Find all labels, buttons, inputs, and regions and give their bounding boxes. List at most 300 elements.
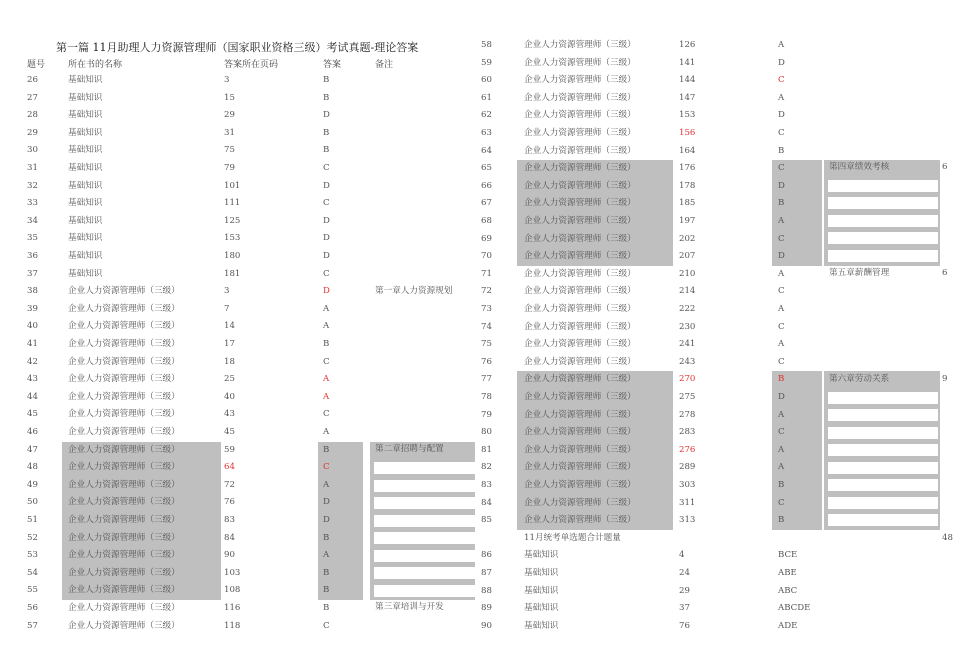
- header-book: 所在书的名称: [68, 60, 123, 70]
- question-number: 55: [27, 585, 38, 596]
- table-row: [0, 125, 950, 143]
- question-number: 70: [481, 251, 492, 262]
- page-number: 153: [224, 233, 241, 244]
- answer: C: [778, 286, 785, 297]
- answer: A: [778, 409, 785, 420]
- table-row: [0, 495, 950, 513]
- answer: C: [323, 356, 330, 367]
- answer: C: [323, 198, 330, 209]
- answer: B: [778, 480, 785, 490]
- chapter-count: 6: [942, 162, 948, 172]
- page-number: 207: [679, 251, 696, 262]
- table-row: [0, 301, 950, 319]
- table-row: [0, 442, 950, 460]
- page-number: 181: [224, 268, 241, 279]
- table-row: [0, 459, 950, 477]
- answer: D: [323, 251, 330, 261]
- book-name: 企业人力资源管理师（三级）: [524, 462, 636, 473]
- answer: B: [323, 532, 330, 543]
- page-number: 103: [224, 567, 241, 578]
- page-number: 144: [679, 75, 696, 86]
- book-name: 企业人力资源管理师（三级）: [524, 392, 636, 402]
- header-answer: 答案: [323, 60, 342, 70]
- question-number: 88: [481, 585, 492, 596]
- page-number: 178: [679, 180, 696, 191]
- answer: C: [778, 128, 785, 138]
- page-number: 17: [224, 339, 235, 349]
- page-number: 101: [224, 180, 241, 191]
- book-name: 基础知识: [68, 145, 103, 156]
- book-name: 企业人力资源管理师（三级）: [524, 75, 636, 86]
- page-number: 214: [679, 286, 696, 297]
- book-name: 基础知识: [68, 233, 103, 244]
- page-number: 90: [224, 550, 235, 561]
- answer: B: [323, 444, 330, 455]
- answer: A: [323, 374, 330, 385]
- table-row: [0, 424, 950, 442]
- question-number: 56: [27, 603, 38, 613]
- answer: BCE: [778, 550, 798, 561]
- page-number: 3: [224, 286, 230, 297]
- answer: D: [323, 515, 330, 525]
- page-number: 313: [679, 515, 696, 526]
- table-row: [0, 107, 950, 125]
- book-name: 企业人力资源管理师（三级）: [68, 303, 180, 314]
- question-number: 37: [27, 268, 38, 279]
- book-name: 企业人力资源管理师（三级）: [524, 409, 636, 420]
- book-name: 基础知识: [524, 620, 559, 631]
- question-number: 74: [481, 321, 492, 332]
- question-number: 45: [27, 409, 38, 420]
- page-number: 59: [224, 444, 235, 455]
- page-number: 311: [679, 497, 696, 508]
- total-count: 48: [942, 532, 953, 543]
- page-number: 76: [679, 620, 690, 631]
- book-name: 企业人力资源管理师（三级）: [524, 57, 636, 68]
- page-number: 283: [679, 427, 696, 438]
- answer: D: [778, 251, 785, 262]
- answer: B: [323, 567, 330, 578]
- answer: C: [778, 163, 785, 174]
- question-number: 53: [27, 550, 38, 561]
- answer: A: [778, 268, 785, 279]
- page-number: 276: [679, 444, 696, 455]
- chapter-note: 第六章劳动关系: [829, 374, 890, 384]
- page-number: 40: [224, 391, 235, 402]
- book-name: 基础知识: [68, 92, 103, 103]
- answer: D: [778, 180, 785, 191]
- book-name: 基础知识: [68, 75, 103, 85]
- question-number: 86: [481, 550, 492, 561]
- question-number: 67: [481, 198, 492, 209]
- page-number: 25: [224, 374, 235, 385]
- answer: B: [323, 145, 330, 156]
- page-number: 79: [224, 163, 235, 173]
- answer: A: [778, 304, 785, 314]
- answer: C: [323, 620, 330, 631]
- table-row: [0, 336, 950, 354]
- book-name: 企业人力资源管理师（三级）: [524, 444, 636, 455]
- answer: C: [323, 462, 330, 473]
- answer: ABE: [778, 568, 797, 578]
- question-number: 61: [481, 92, 492, 103]
- question-number: 68: [481, 216, 492, 226]
- question-number: 79: [481, 409, 492, 420]
- book-name: 企业人力资源管理师（三级）: [524, 321, 636, 332]
- answer: B: [323, 339, 330, 349]
- question-number: 52: [27, 532, 38, 543]
- book-name: 企业人力资源管理师（三级）: [68, 391, 180, 402]
- page-number: 7: [224, 303, 230, 314]
- question-number: 81: [481, 444, 492, 455]
- book-name: 企业人力资源管理师（三级）: [68, 321, 180, 332]
- answer: C: [778, 356, 785, 367]
- answer: D: [778, 110, 785, 121]
- question-number: 90: [481, 620, 492, 631]
- answer: ADE: [778, 620, 798, 631]
- answer: C: [323, 409, 330, 420]
- book-name: 企业人力资源管理师（三级）: [524, 515, 636, 526]
- page-number: 210: [679, 268, 696, 279]
- answer: B: [778, 145, 785, 156]
- table-row: [0, 354, 950, 372]
- question-number: 60: [481, 75, 492, 86]
- answer: C: [778, 427, 785, 438]
- answer: B: [778, 374, 785, 385]
- book-name: 企业人力资源管理师（三级）: [524, 356, 636, 367]
- question-number: 63: [481, 128, 492, 138]
- answer: D: [323, 233, 330, 244]
- answer: A: [323, 391, 330, 402]
- answer: A: [323, 427, 330, 437]
- book-name: 企业人力资源管理师（三级）: [524, 180, 636, 191]
- answer: A: [778, 462, 785, 473]
- question-number: 42: [27, 356, 38, 367]
- question-number: 34: [27, 215, 38, 226]
- book-name: 基础知识: [524, 568, 559, 578]
- question-number: 73: [481, 304, 492, 314]
- book-name: 企业人力资源管理师（三级）: [68, 286, 180, 297]
- answer: A: [323, 479, 330, 490]
- question-number: 65: [481, 163, 492, 174]
- book-name: 基础知识: [68, 180, 103, 191]
- question-number: 83: [481, 480, 492, 490]
- question-number: 31: [27, 163, 38, 173]
- table-row: [0, 90, 950, 108]
- header-note: 备注: [375, 60, 394, 70]
- page-number: 37: [679, 603, 690, 614]
- answer: D: [778, 392, 785, 402]
- table-row: [0, 37, 950, 55]
- table-row: [0, 407, 950, 425]
- book-name: 企业人力资源管理师（三级）: [524, 40, 636, 50]
- page-number: 75: [224, 145, 235, 156]
- book-name: 企业人力资源管理师（三级）: [68, 585, 180, 596]
- page-number: 156: [679, 128, 696, 138]
- answer: B: [323, 585, 330, 596]
- book-name: 企业人力资源管理师（三级）: [68, 550, 180, 561]
- question-number: 85: [481, 515, 492, 526]
- table-row: [0, 55, 950, 73]
- question-number: 51: [27, 515, 38, 525]
- page-number: 64: [224, 462, 235, 473]
- answer: D: [323, 286, 330, 297]
- question-number: 33: [27, 198, 38, 209]
- page-title: 第一篇 11月助理人力资源管理师（国家职业资格三级）考试真题-理论答案: [56, 41, 419, 54]
- book-name: 基础知识: [68, 215, 103, 226]
- page-number: 29: [224, 110, 235, 121]
- page-number: 45: [224, 427, 235, 437]
- page-number: 164: [679, 145, 696, 156]
- book-name: 基础知识: [68, 127, 103, 138]
- question-number: 64: [481, 145, 492, 156]
- book-name: 企业人力资源管理师（三级）: [68, 497, 180, 508]
- book-name: 企业人力资源管理师（三级）: [524, 374, 636, 385]
- question-number: 40: [27, 321, 38, 332]
- book-name: 企业人力资源管理师（三级）: [524, 304, 636, 314]
- page-number: 84: [224, 532, 235, 543]
- book-name: 基础知识: [68, 268, 103, 279]
- book-name: 企业人力资源管理师（三级）: [68, 374, 180, 385]
- book-name: 企业人力资源管理师（三级）: [68, 620, 180, 631]
- page-number: 4: [679, 550, 685, 561]
- table-row: [0, 248, 950, 266]
- question-number: 46: [27, 427, 38, 437]
- book-name: 企业人力资源管理师（三级）: [524, 163, 636, 174]
- question-number: 28: [27, 110, 38, 121]
- page-number: 243: [679, 356, 696, 367]
- book-name: 企业人力资源管理师（三级）: [524, 92, 636, 103]
- table-row: [0, 477, 950, 495]
- book-name: 企业人力资源管理师（三级）: [68, 356, 180, 367]
- question-number: 82: [481, 462, 492, 473]
- page-number: 83: [224, 515, 235, 525]
- page-number: 176: [679, 163, 696, 174]
- page-number: 108: [224, 585, 241, 596]
- book-name: 企业人力资源管理师（三级）: [68, 603, 180, 613]
- table-row: [0, 266, 950, 284]
- question-number: 80: [481, 427, 492, 438]
- book-name: 企业人力资源管理师（三级）: [68, 339, 180, 349]
- page-number: 14: [224, 321, 235, 332]
- page-number: 76: [224, 497, 235, 508]
- answer: C: [778, 233, 785, 244]
- question-number: 76: [481, 356, 492, 367]
- book-name: 企业人力资源管理师（三级）: [68, 444, 180, 455]
- answer: ABC: [778, 585, 798, 596]
- book-name: 企业人力资源管理师（三级）: [68, 567, 180, 578]
- question-number: 72: [481, 286, 492, 297]
- answer: D: [323, 180, 330, 191]
- answer: C: [778, 75, 785, 86]
- book-name: 基础知识: [524, 603, 559, 614]
- book-name: 企业人力资源管理师（三级）: [524, 128, 636, 138]
- chapter-count: 9: [942, 374, 948, 384]
- chapter-note: 第二章招聘与配置: [375, 444, 444, 454]
- table-row: [0, 143, 950, 161]
- page-number: 72: [224, 479, 235, 490]
- table-row: [0, 178, 950, 196]
- question-number: 36: [27, 251, 38, 261]
- question-number: 39: [27, 303, 38, 314]
- table-row: [0, 530, 953, 548]
- answer: B: [323, 127, 330, 138]
- book-name: 企业人力资源管理师（三级）: [524, 497, 636, 508]
- answer: B: [323, 603, 330, 613]
- answer: A: [778, 444, 785, 455]
- chapter-note: 第五章薪酬管理: [829, 268, 890, 278]
- book-name: 企业人力资源管理师（三级）: [68, 515, 180, 525]
- question-number: 87: [481, 568, 492, 578]
- page-number: 18: [224, 356, 235, 367]
- table-row: [0, 160, 950, 178]
- book-name: 企业人力资源管理师（三级）: [68, 409, 180, 420]
- question-number: 43: [27, 374, 38, 385]
- question-number: 59: [481, 57, 492, 68]
- answer: B: [778, 198, 785, 209]
- question-number: 89: [481, 603, 492, 614]
- question-number: 26: [27, 75, 38, 85]
- book-name: 企业人力资源管理师（三级）: [524, 216, 636, 226]
- question-number: 27: [27, 92, 38, 103]
- page-number: 125: [224, 215, 241, 226]
- page-number: 31: [224, 127, 235, 138]
- page-number: 289: [679, 462, 696, 473]
- book-name: 企业人力资源管理师（三级）: [524, 339, 636, 350]
- table-row: [0, 213, 950, 231]
- page-number: 241: [679, 339, 696, 350]
- answer: A: [778, 216, 785, 226]
- page-number: 185: [679, 198, 696, 209]
- table-row: [0, 618, 950, 636]
- answer: C: [323, 268, 330, 279]
- question-number: 47: [27, 444, 38, 455]
- question-number: 49: [27, 479, 38, 490]
- book-name: 企业人力资源管理师（三级）: [68, 462, 180, 473]
- chapter-count: 6: [942, 268, 948, 278]
- question-number: 54: [27, 567, 38, 578]
- chapter-note: 第一章人力资源规划: [375, 286, 453, 296]
- page-number: 116: [224, 603, 241, 613]
- question-number: 48: [27, 462, 38, 473]
- question-number: 57: [27, 620, 38, 631]
- question-number: 50: [27, 497, 38, 508]
- book-name: 11月统考单选题合计题量: [524, 532, 621, 543]
- answer: A: [778, 92, 785, 103]
- table-row: [0, 600, 950, 618]
- table-row: [0, 512, 950, 530]
- page-number: 29: [679, 585, 690, 596]
- answer: D: [778, 57, 785, 68]
- page-number: 118: [224, 620, 241, 631]
- question-number: 77: [481, 374, 492, 385]
- answer: ABCDE: [778, 603, 811, 614]
- book-name: 基础知识: [68, 110, 103, 121]
- book-name: 企业人力资源管理师（三级）: [524, 251, 636, 262]
- book-name: 企业人力资源管理师（三级）: [524, 145, 636, 156]
- question-number: 32: [27, 180, 38, 191]
- question-number: 30: [27, 145, 38, 156]
- table-row: [0, 389, 950, 407]
- answer: D: [323, 110, 330, 121]
- answer: D: [323, 215, 330, 226]
- table-row: [0, 72, 950, 90]
- answer: C: [323, 163, 330, 173]
- book-name: 基础知识: [524, 585, 559, 596]
- question-number: 66: [481, 180, 492, 191]
- question-number: 69: [481, 233, 492, 244]
- answer: B: [323, 75, 330, 85]
- book-name: 基础知识: [68, 251, 103, 261]
- page-number: 126: [679, 40, 696, 50]
- page-number: 3: [224, 75, 230, 85]
- table-row: [0, 583, 950, 601]
- book-name: 基础知识: [524, 550, 559, 561]
- answer: A: [323, 321, 330, 332]
- book-name: 企业人力资源管理师（三级）: [524, 198, 636, 209]
- table-row: [0, 547, 950, 565]
- book-name: 企业人力资源管理师（三级）: [68, 427, 180, 437]
- page-number: 43: [224, 409, 235, 420]
- header-page: 答案所在页码: [224, 60, 279, 70]
- table-row: [0, 283, 950, 301]
- answer: A: [323, 550, 330, 561]
- table-row: [0, 195, 950, 213]
- book-name: 企业人力资源管理师（三级）: [68, 479, 180, 490]
- book-name: 企业人力资源管理师（三级）: [68, 532, 180, 543]
- book-name: 基础知识: [68, 163, 103, 173]
- table-row: [0, 565, 950, 583]
- page-number: 15: [224, 92, 235, 103]
- table-row: [0, 231, 950, 249]
- question-number: 62: [481, 110, 492, 121]
- question-number: 35: [27, 233, 38, 244]
- page-number: 303: [679, 480, 696, 490]
- answer: A: [778, 339, 785, 350]
- page-number: 278: [679, 409, 696, 420]
- question-number: 44: [27, 391, 38, 402]
- answer: A: [323, 303, 330, 314]
- page-number: 230: [679, 321, 696, 332]
- book-name: 企业人力资源管理师（三级）: [524, 233, 636, 244]
- question-number: 75: [481, 339, 492, 350]
- question-number: 29: [27, 127, 38, 138]
- answer: B: [778, 515, 785, 526]
- page-number: 111: [224, 198, 241, 209]
- page-number: 202: [679, 233, 696, 244]
- question-number: 78: [481, 392, 492, 402]
- question-number: 71: [481, 268, 492, 279]
- header-num: 题号: [27, 60, 46, 70]
- question-number: 38: [27, 286, 38, 297]
- answer: C: [778, 497, 785, 508]
- table-row: [0, 371, 950, 389]
- book-name: 企业人力资源管理师（三级）: [524, 427, 636, 438]
- book-name: 基础知识: [68, 198, 103, 209]
- question-number: 41: [27, 339, 38, 349]
- book-name: 企业人力资源管理师（三级）: [524, 480, 636, 490]
- answer: D: [323, 497, 330, 508]
- book-name: 企业人力资源管理师（三级）: [524, 286, 636, 297]
- book-name: 企业人力资源管理师（三级）: [524, 268, 636, 279]
- chapter-note: 第三章培训与开发: [375, 602, 444, 612]
- page-number: 197: [679, 216, 696, 226]
- answer: C: [778, 321, 785, 332]
- page-number: 270: [679, 374, 696, 385]
- page-number: 147: [679, 92, 696, 103]
- page-number: 153: [679, 110, 696, 121]
- page-number: 275: [679, 392, 696, 402]
